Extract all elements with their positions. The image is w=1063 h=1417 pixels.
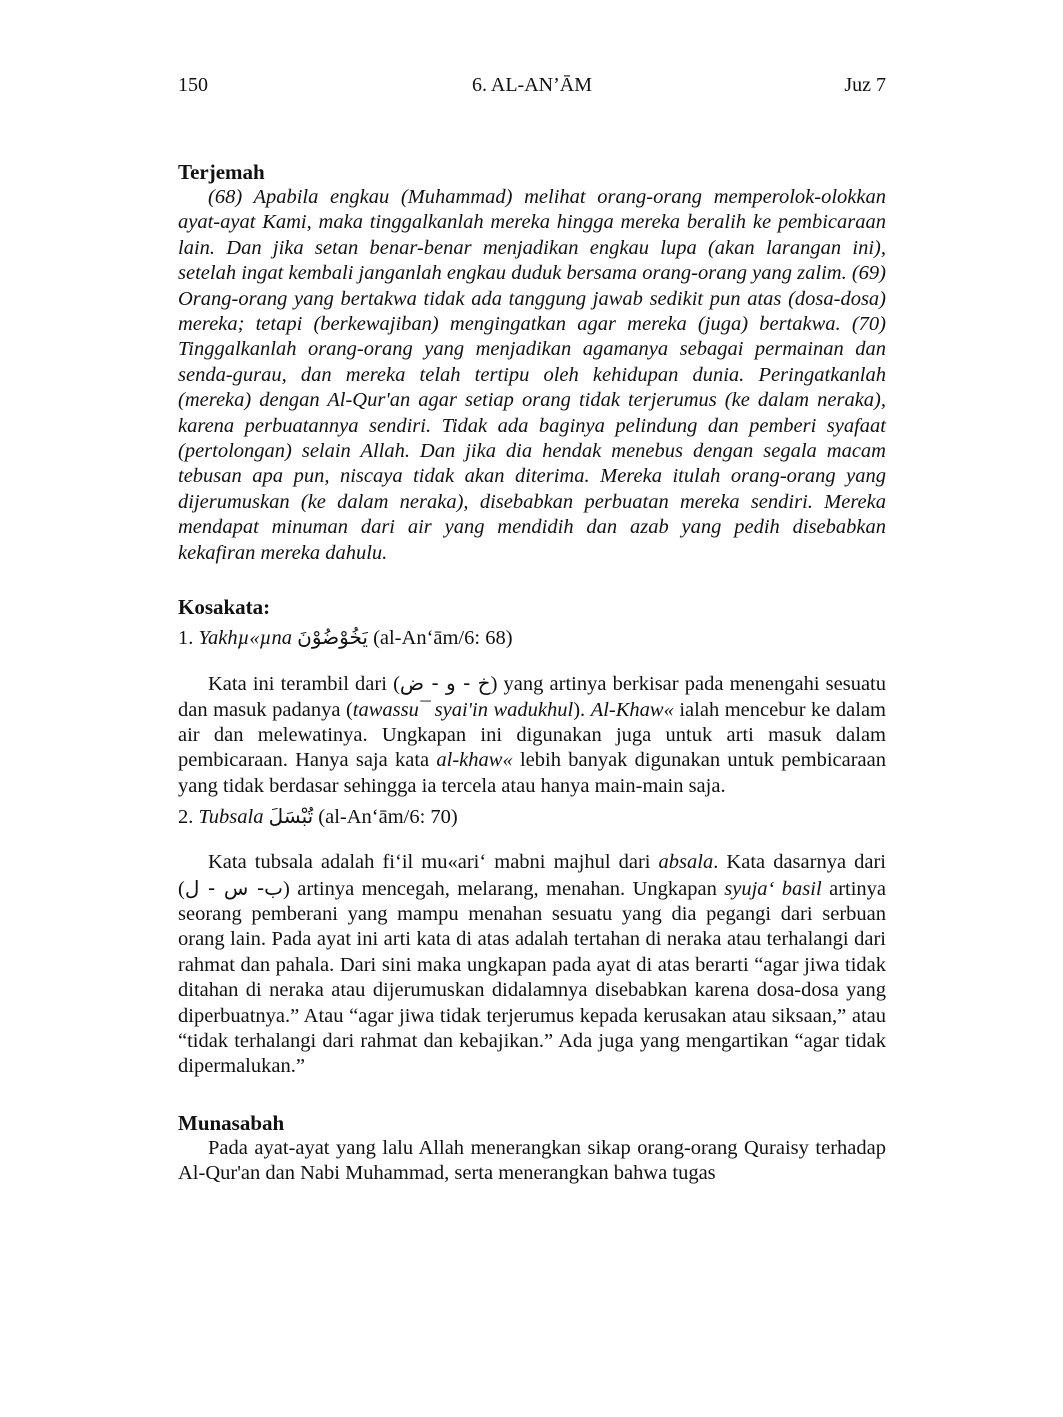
page	[178, 74, 886, 1187]
term-1-text-a: Kata ini terambil dari (	[208, 673, 400, 696]
term-2-ref: (al-An‘ām/6: 70)	[318, 806, 458, 829]
term-2-explanation	[178, 850, 886, 1080]
page-number: 150	[178, 74, 208, 96]
terjemah-text: (68) Apabila engkau (Muhammad) melihat orang-orang memperolok-olokkan ayat-ayat Kami, maka tinggalkanlah mereka hingga mereka beralih ke pembicaraan lain. Dan jika setan benar-benar menjadikan engkau lupa (akan larangan ini), setelah ingat kembali janganlah engkau duduk bersama orang-orang yang zalim. (69) Orang-orang yang bertakwa tidak ada tanggung jawab sedikit pun atas (dosa-dosa) mereka; tetapi (berkewajiban) mengingatkan agar mereka (juga) bertakwa. (70) Tinggalkanlah orang-orang yang menjadikan agamanya sebagai permainan dan senda-gurau, dan mereka telah tertipu oleh kehidupan dunia. Peringatkanlah (mereka) dengan Al-Qur'an agar setiap orang tidak terjerumus (ke dalam neraka), karena perbuatannya sendiri. Tidak ada baginya pelindung dan pemberi syafaat (pertolongan) selain Allah. Dan jika dia hendak menebus dengan segala macam tebusan apa pun, niscaya tidak akan diterima. Mereka itulah orang-orang yang dijerumuskan (ke dalam neraka), disebabkan perbuatan mereka sendiri. Mereka mendapat minuman dari air yang mendidih dan azab yang pedih disebabkan kekafiran mereka dahulu.	[178, 186, 886, 564]
term-1-latin: Yakhµ«µna	[198, 627, 292, 650]
chapter-title: 6. AL-AN’ĀM	[472, 74, 592, 96]
munasabah-heading: Munasabah	[178, 1110, 285, 1135]
term-2-arabic: تُبْسَلَ	[268, 804, 314, 829]
term-1-text-b: ) yang artinya berkisar pada menengahi sesuatu dan masuk padanya (	[178, 673, 887, 721]
term-2-latin: Tubsala	[198, 806, 264, 829]
juz-label: Juz 7	[844, 74, 886, 96]
term-2-italic-b: syuja‘ basil	[724, 877, 822, 900]
term-1-italic-a: tawassu¯ syai'in wadukhul	[352, 698, 574, 721]
term-2-number: 2.	[178, 806, 194, 829]
term-1-text-c: ).	[573, 698, 591, 721]
term-2-text-d: artinya seorang pemberani yang mampu menahan sesuatu yang dia pegangi dari serbuan orang lain. Pada ayat ini arti kata di atas adalah tertahan di neraka atau terhalangi dari rahmat dan pahala. Dari sini maka ungkapan pada ayat di atas berarti “agar jiwa tidak ditahan di neraka atau dijerumuskan didalamnya disebabkan karena dosa-dosa yang diperbuatnya.” Atau “agar jiwa tidak terjerumus kepada kerusakan atau siksaan,” atau “tidak terhalangi dari rahmat dan kebajikan.” Ada juga yang mengartikan “agar tidak dipermalukan.”	[178, 877, 887, 1078]
term-1-number: 1.	[178, 627, 194, 650]
term-1-root-letters: خ - و - ض	[399, 671, 491, 696]
term-2-italic-a: absala	[658, 851, 714, 874]
term-1-line	[178, 624, 886, 651]
munasabah-text: Pada ayat-ayat yang lalu Allah menerangkan sikap orang-orang Quraisy terhadap Al-Qur'an dan Nabi Muhammad, serta menerangkan bahwa tugas	[178, 1136, 886, 1185]
term-1-text-e: lebih banyak digunakan untuk pembicaraan yang tidak berdasar sehingga ia tercela atau hanya main-main saja.	[178, 749, 886, 797]
term-2-root-letters: ب- س - ل	[184, 875, 284, 900]
term-1-italic-c: al-khaw«	[436, 749, 513, 772]
terjemah-heading: Terjemah	[178, 160, 265, 184]
kosakata-heading: Kosakata:	[178, 595, 271, 620]
page-header	[178, 74, 886, 104]
term-1-ref: (al-An‘ām/6: 68)	[373, 627, 513, 650]
term-2-text-c: ) artinya mencegah, melarang, menahan. Ungkapan	[283, 877, 725, 900]
term-2-text-a: Kata tubsala adalah fi‘il mu«ari‘ mabni majhul dari	[208, 851, 659, 874]
term-1-italic-b: Al-Khaw«	[590, 698, 674, 721]
term-2-text-b: . Kata dasarnya dari (	[178, 851, 887, 900]
term-2-line	[178, 803, 886, 830]
term-1-text-d: ialah mencebur ke dalam air dan melewatinya. Ungkapan ini digunakan juga untuk arti masuk dalam pembicaraan. Hanya saja kata	[178, 698, 886, 772]
term-1-arabic: يَخُوْضُوْنَ	[297, 625, 368, 650]
term-1-explanation	[178, 671, 886, 799]
